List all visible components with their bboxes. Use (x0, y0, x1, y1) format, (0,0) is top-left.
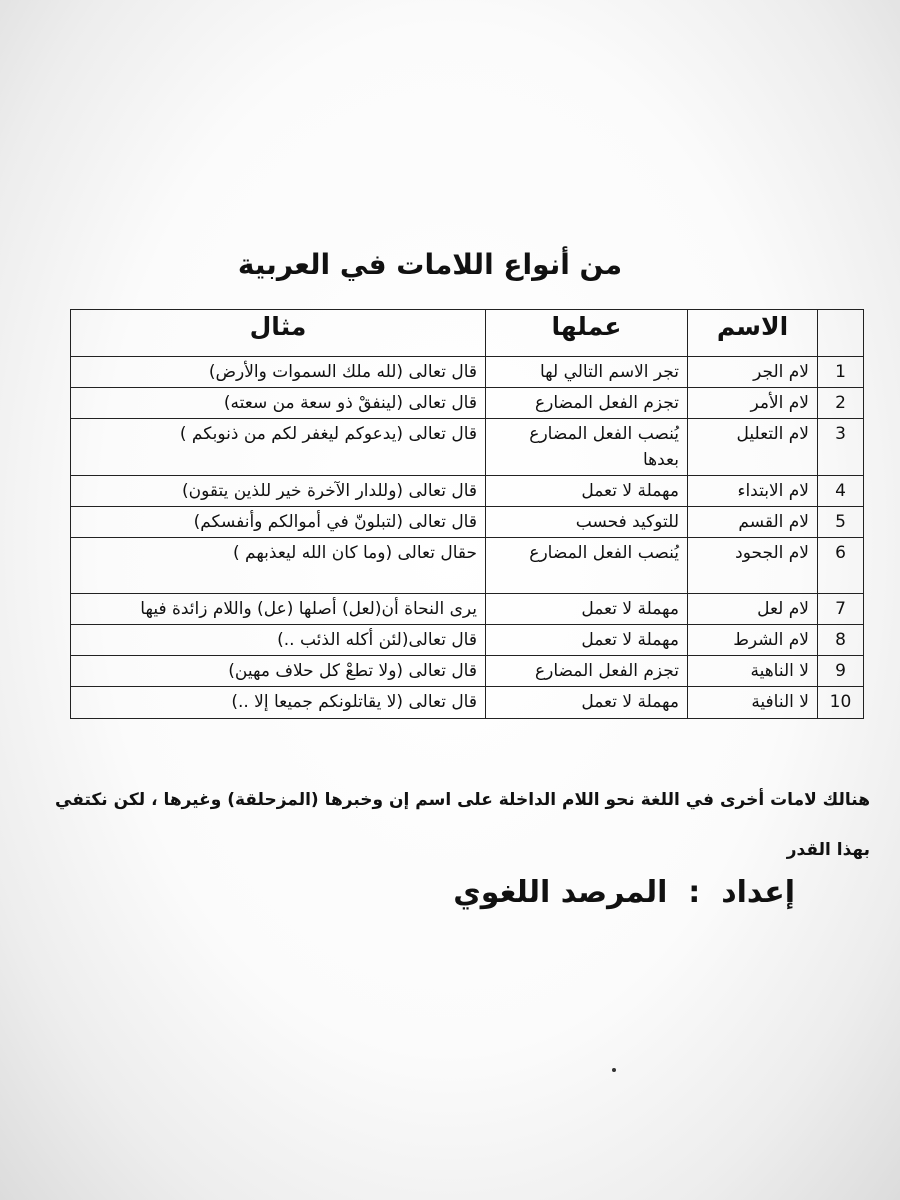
author-name: المرصد اللغوي (453, 875, 668, 910)
row-number: 3 (818, 419, 864, 476)
author-line: إعداد : المرصد اللغوي (453, 875, 795, 910)
table-row (71, 594, 864, 625)
table-row (71, 625, 864, 656)
row-number: 5 (818, 507, 864, 538)
row-name: لام الابتداء (688, 476, 818, 507)
table-row (71, 507, 864, 538)
row-number: 9 (818, 656, 864, 687)
row-name: لام لعل (688, 594, 818, 625)
table-row (71, 476, 864, 507)
row-number: 1 (818, 357, 864, 388)
paper-speck (612, 1068, 616, 1072)
row-name: لا النافية (688, 687, 818, 719)
row-name: لام القسم (688, 507, 818, 538)
table-row (71, 687, 864, 719)
row-number: 10 (818, 687, 864, 719)
row-work: مهملة لا تعمل (486, 625, 688, 656)
row-work: يُنصب الفعل المضارع بعدها (486, 419, 688, 476)
page-title: من أنواع اللامات في العربية (237, 248, 623, 281)
author-label: إعداد (721, 875, 795, 910)
row-work: مهملة لا تعمل (486, 594, 688, 625)
row-example: قال تعالى (لتبلونّ في أموالكم وأنفسكم) (71, 507, 486, 538)
row-example: قال تعالى(لئن أكله الذئب ..) (71, 625, 486, 656)
row-example: قال تعالى (لينفقْ ذو سعة من سعته) (71, 388, 486, 419)
header-name: الاسم (688, 310, 818, 357)
row-work: تجزم الفعل المضارع (486, 388, 688, 419)
row-example: يرى النحاة أن(لعل) أصلها (عل) واللام زائدة فيها (71, 594, 486, 625)
header-number (818, 310, 864, 357)
row-work: تجزم الفعل المضارع (486, 656, 688, 687)
table-row (71, 357, 864, 388)
row-name: لام الجحود (688, 538, 818, 594)
table-body (71, 357, 864, 719)
row-work: للتوكيد فحسب (486, 507, 688, 538)
row-number: 4 (818, 476, 864, 507)
lam-types-table (70, 309, 864, 719)
row-name: لام الجر (688, 357, 818, 388)
header-example: مثال (71, 310, 486, 357)
closing-note: هنالك لامات أخرى في اللغة نحو اللام الداخلة على اسم إن وخبرها (المزحلقة) وغيرها ، لكن نكتفي بهذا القدر (55, 790, 870, 860)
row-work: يُنصب الفعل المضارع (486, 538, 688, 594)
row-example: قال تعالى (لله ملك السموات والأرض) (71, 357, 486, 388)
table-row (71, 656, 864, 687)
row-name: لا الناهية (688, 656, 818, 687)
table-row (71, 419, 864, 476)
row-work: مهملة لا تعمل (486, 476, 688, 507)
row-name: لام التعليل (688, 419, 818, 476)
table-row (71, 538, 864, 594)
row-example: قال تعالى (لا يقاتلونكم جميعا إلا ..) (71, 687, 486, 719)
row-work: مهملة لا تعمل (486, 687, 688, 719)
row-example: قال تعالى (وللدار الآخرة خير للذين يتقون) (71, 476, 486, 507)
row-work: تجر الاسم التالي لها (486, 357, 688, 388)
row-number: 6 (818, 538, 864, 594)
row-example: قال تعالى (يدعوكم ليغفر لكم من ذنوبكم ) (71, 419, 486, 476)
row-number: 7 (818, 594, 864, 625)
header-work: عملها (486, 310, 688, 357)
row-number: 8 (818, 625, 864, 656)
row-name: لام الأمر (688, 388, 818, 419)
row-example: حقال تعالى (وما كان الله ليعذبهم ) (71, 538, 486, 594)
table-row (71, 388, 864, 419)
row-number: 2 (818, 388, 864, 419)
row-example: قال تعالى (ولا تطعْ كل حلاف مهين) (71, 656, 486, 687)
row-name: لام الشرط (688, 625, 818, 656)
table-header-row (71, 310, 864, 357)
